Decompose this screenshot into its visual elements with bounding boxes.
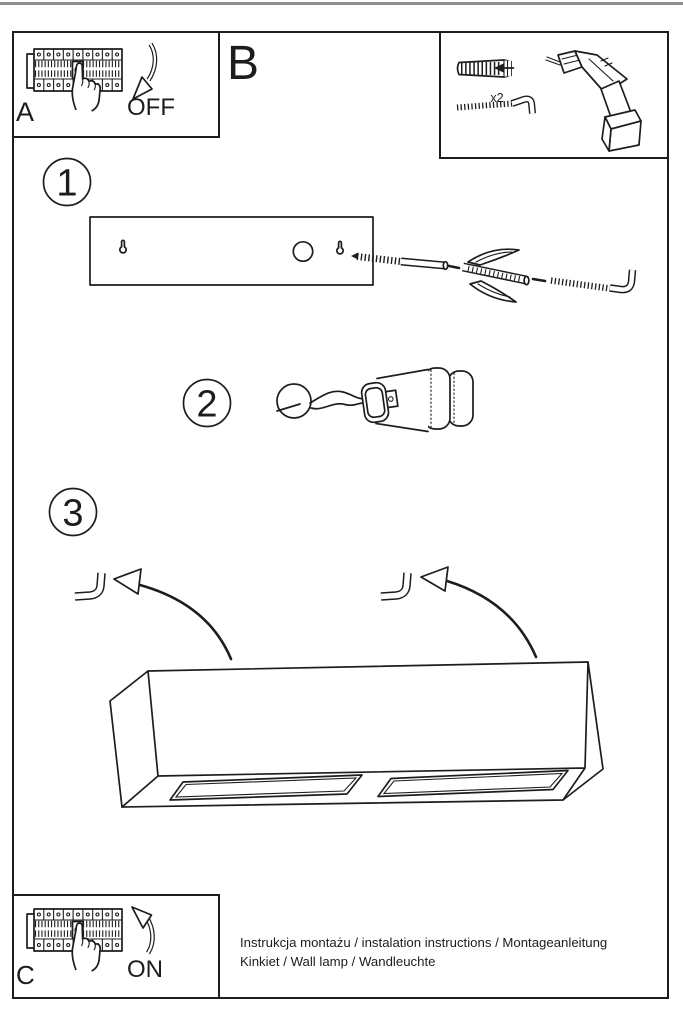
wall-lamp-icon [110,662,603,807]
tools [457,51,641,151]
step-2 [184,368,474,432]
footer-line-1: Instrukcja montażu / instalation instructions / Montageanleitung [240,935,608,950]
hook-icon [381,573,408,597]
mounting-plate-icon [90,217,373,285]
step-1-number: 1 [56,162,78,205]
panel-a-action: OFF [127,94,175,121]
curved-arrow-up-icon [132,907,153,953]
wall-anchor-icon [463,249,529,302]
step-2-number: 2 [196,383,218,426]
curved-arrow-icon [421,567,536,657]
step-3-number: 3 [62,492,84,535]
step-1 [44,159,633,303]
plug-count-label: x2 [490,91,504,105]
hook-screw-icon [551,270,633,290]
hook-icon [75,573,102,597]
panel-c-action: ON [127,956,163,983]
panel-c-label: C [16,960,35,990]
curved-arrow-icon [114,569,231,659]
curved-arrow-down-icon [133,44,155,99]
lamp-socket-icon [310,368,473,432]
section-b-label: B [227,37,260,90]
dash [449,266,459,268]
wall-plug-icon [458,60,514,77]
footer-line-2: Kinkiet / Wall lamp / Wandleuchte [240,954,436,969]
dash [533,279,545,281]
panel-c [16,907,163,990]
step-3 [50,489,604,808]
panel-a [16,44,175,127]
panel-a-label: A [16,97,35,127]
drill-icon [546,51,641,151]
sheet-frame [13,32,668,998]
wire-loop-icon [277,384,311,418]
